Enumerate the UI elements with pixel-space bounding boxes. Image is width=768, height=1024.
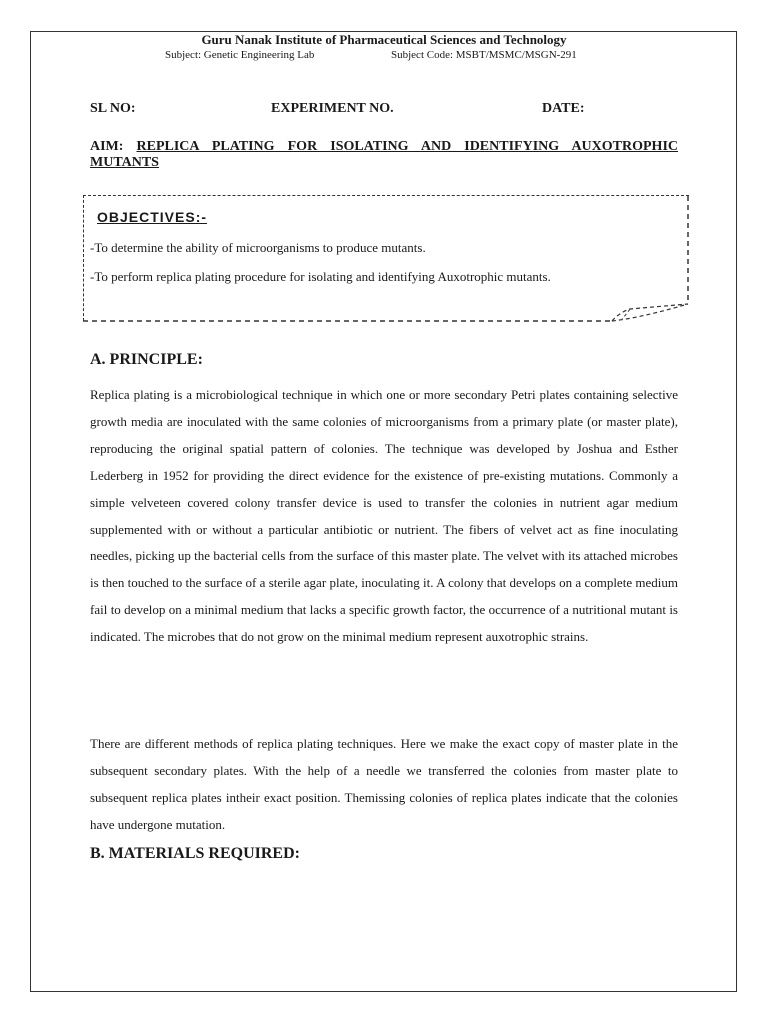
objective-item: -To determine the ability of microorganisms to produce mutants. [90,240,426,255]
date-label: DATE: [542,101,585,116]
principle-paragraph-1: Replica plating is a microbiological technique in which one or more secondary Petri plates containing selective growth media are inoculated with the same colonies of microorganisms from a primary plate (or master plate), reproducing the original spatial pattern of colonies. The technique was developed by Joshua and Esther Lederberg in 1952 for providing the direct evidence for the existence of pre-existing mutations. Commonly a simple velveteen covered colony transfer device is used to transfer the colonies in nutrient agar medium supplemented with or without a particular antibiotic or nutrient. The fibers of velvet act as fine inoculating needles, picking up the bacterial cells from the surface of this master plate. The velvet with its attached microbes is then touched to the surface of a sterile agar plate, inoculating it. A colony that develops on a complete medium fail to develop on a minimal medium that lacks a specific growth factor, the occurrence of a nutritional mutant is indicated. The microbes that do not grow on the minimal medium represent auxotrophic strains. [90,387,678,645]
principle-heading: A. PRINCIPLE: [90,351,203,368]
sl-no-label: SL NO: [90,101,136,116]
aim-label: AIM: [90,139,124,154]
principle-paragraph-2: There are different methods of replica plating techniques. Here we make the exact copy of master plate in the subsequent secondary plates. With the help of a needle we transferred the colonies from master plate to subsequent replica plates intheir exact position. Themissing colonies of replica plates indicate that the colonies have undergone mutation. [90,736,678,832]
objectives-heading: OBJECTIVES:- [97,209,208,225]
subject-label: Subject: Genetic Engineering Lab [165,49,315,61]
materials-heading: B. MATERIALS REQUIRED: [90,845,300,862]
objective-item: -To perform replica plating procedure for isolating and identifying Auxotrophic mutants. [90,269,551,284]
institute-name: Guru Nanak Institute of Pharmaceutical Sciences and Technology [201,32,567,47]
aim-title: REPLICA PLATING FOR ISOLATING AND IDENTIFYING AUXOTROPHIC MUTANTS [90,139,679,170]
subject-code: Subject Code: MSBT/MSMC/MSGN-291 [391,49,577,61]
experiment-no-label: EXPERIMENT NO. [271,101,394,116]
